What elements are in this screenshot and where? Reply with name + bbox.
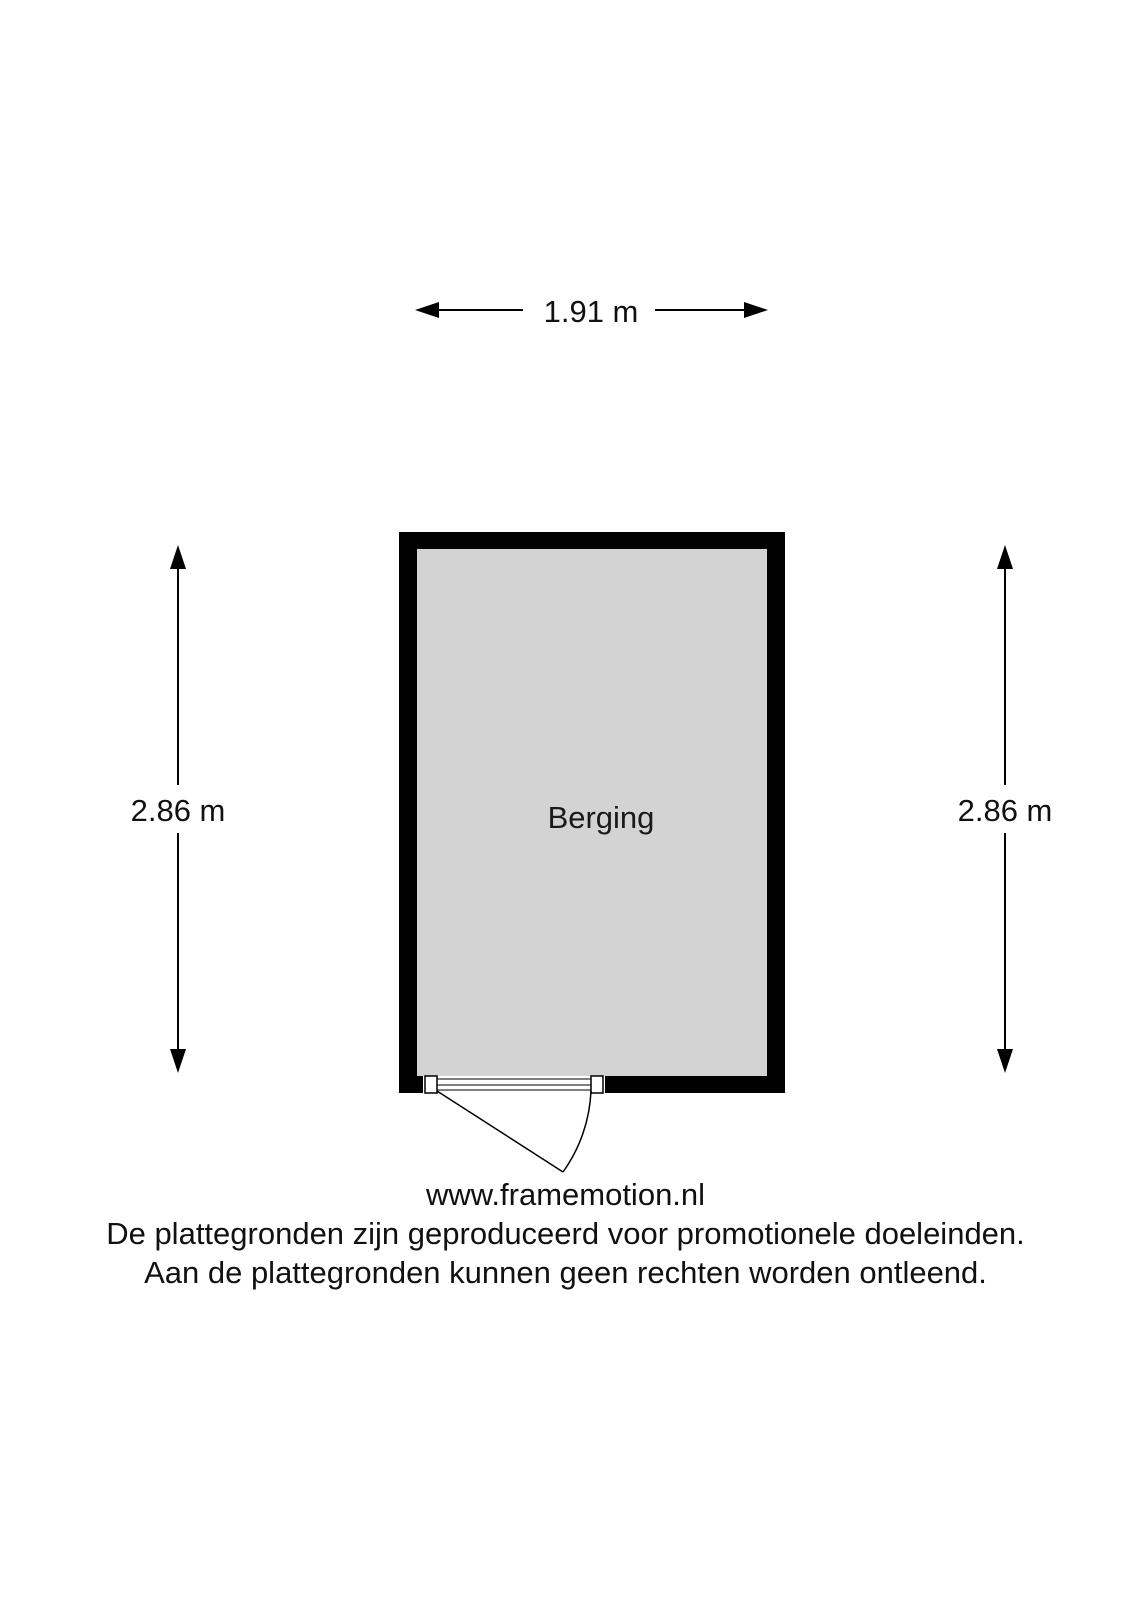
arrowhead-down-icon bbox=[997, 1049, 1013, 1073]
room-berging bbox=[399, 532, 785, 1172]
arrowhead-left-icon bbox=[415, 302, 439, 318]
height-dimension-right bbox=[958, 545, 1053, 1073]
door-swing-arc bbox=[563, 1091, 591, 1172]
height-dimension-left bbox=[131, 545, 226, 1073]
footer-disclaimer-line1: De plattegronden zijn geproduceerd voor promotionele doeleinden. bbox=[106, 1216, 1025, 1251]
arrowhead-up-icon bbox=[170, 545, 186, 569]
room-name-label: Berging bbox=[547, 800, 655, 835]
arrowhead-down-icon bbox=[170, 1049, 186, 1073]
arrowhead-right-icon bbox=[744, 302, 768, 318]
door-frame-right bbox=[591, 1076, 603, 1093]
height-dimension-right-label: 2.86 m bbox=[957, 793, 1053, 828]
footer-url: www.framemotion.nl bbox=[425, 1177, 706, 1212]
width-dimension bbox=[415, 294, 768, 329]
height-dimension-left-label: 2.86 m bbox=[130, 793, 226, 828]
width-dimension-label: 1.91 m bbox=[543, 294, 639, 329]
arrowhead-up-icon bbox=[997, 545, 1013, 569]
footer-disclaimer-line2: Aan de plattegronden kunnen geen rechten worden ontleend. bbox=[144, 1255, 987, 1290]
door-leaf bbox=[437, 1091, 563, 1172]
door-frame-left bbox=[425, 1076, 437, 1093]
